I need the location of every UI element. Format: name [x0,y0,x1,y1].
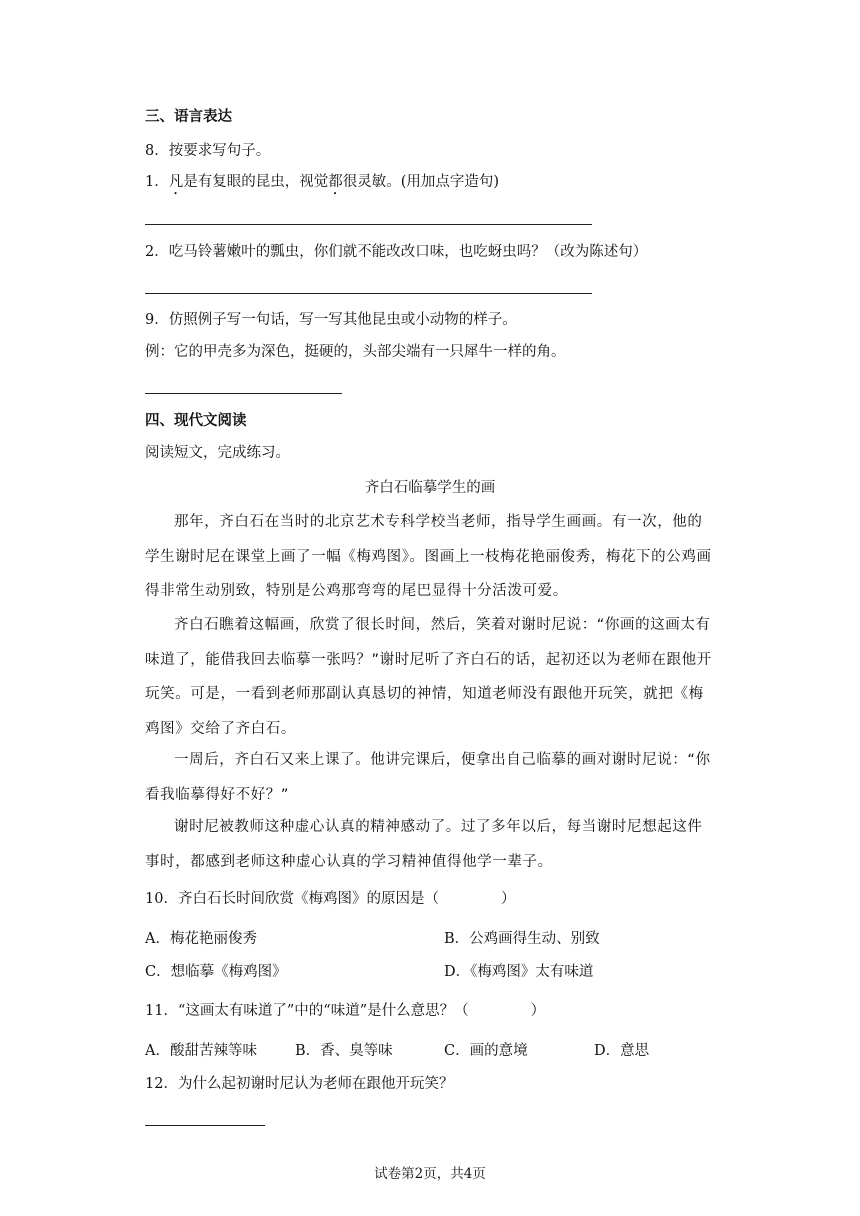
passage-paragraph-1: 那年，齐白石在当时的北京艺术专科学校当老师，指导学生画画。有一次，他的学生谢时尼在课堂上画了一幅《梅鸡图》。图画上一枝梅花艳丽俊秀，梅花下的公鸡画得非常生动别致，特别是公鸡那弯弯的尾巴显得十分活泼可爱。 [145,514,712,600]
emphasis-char-fan: 凡 [168,174,184,190]
emphasis-char-dou: 都 [328,174,343,190]
question-12-stem: 12．为什么起初谢时尼认为老师在跟他开玩笑？ [145,1076,454,1092]
q10-option-c[interactable]: C．想临摹《梅鸡图》 [145,964,287,980]
answer-line-8-1[interactable] [145,224,592,225]
q10-option-a[interactable]: A．梅花艳丽俊秀 [145,931,257,947]
answer-line-9[interactable] [145,393,342,394]
page-footer: 试卷第2页，共4页 [374,1166,486,1182]
passage-paragraph-3: 一周后，齐白石又来上课了。他讲完课后，便拿出自己临摹的画对谢时尼说：“你看我临摹得好不好？” [145,752,711,803]
q10-option-b[interactable]: B．公鸡画得生动、别致 [444,931,600,947]
passage-title: 齐白石临摹学生的画 [364,480,496,496]
passage-paragraph-4: 谢时尼被教师这种虚心认真的精神感动了。过了多年以后，每当谢时尼想起这件事时，都感到老师这种虚心认真的学习精神值得他学一辈子。 [145,819,703,870]
section-4-heading: 四、现代文阅读 [145,413,247,429]
question-11-stem: 11．“这画太有味道了”中的“味道”是什么意思？（ ） [145,1003,546,1019]
q11-option-a[interactable]: A．酸甜苦辣等味 [145,1043,257,1059]
answer-line-8-2[interactable] [145,293,592,294]
q11-option-c[interactable]: C．画的意境 [444,1043,528,1059]
section-3-heading: 三、语言表达 [145,109,232,125]
passage-paragraph-2: 齐白石瞧着这幅画，欣赏了很长时间，然后，笑着对谢时尼说：“你画的这画太有味道了，能借我回去临摹一张吗？”谢时尼听了齐白石的话，起初还以为老师在跟他开玩笑。可是，一看到老师那副认真恳切的神情，知道老师没有跟他开玩笑，就把《梅鸡图》交给了齐白石。 [145,617,712,737]
question-8-stem: 8．按要求写句子。 [145,143,271,159]
question-9-example: 例：它的甲壳多为深色，挺硬的，头部尖端有一只犀牛一样的角。 [145,344,566,360]
q10-option-d[interactable]: D．《梅鸡图》太有味道 [444,964,594,980]
answer-line-12[interactable] [145,1125,265,1126]
question-9-stem: 9．仿照例子写一句话，写一写其他昆虫或小动物的样子。 [145,312,517,328]
reading-instruction: 阅读短文，完成练习。 [145,445,290,461]
question-10-stem: 10．齐白石长时间欣赏《梅鸡图》的原因是（ ） [145,891,516,907]
q11-option-d[interactable]: D．意思 [594,1043,650,1059]
q11-option-b[interactable]: B．香、臭等味 [295,1043,393,1059]
question-8-sub-2: 2．吃马铃薯嫩叶的瓢虫，你们就不能改改口味，也吃蚜虫吗？（改为陈述句） [145,244,648,260]
question-8-sub-1: 1．凡是有复眼的昆虫，视觉都很灵敏。(用加点字造句) [145,174,500,190]
